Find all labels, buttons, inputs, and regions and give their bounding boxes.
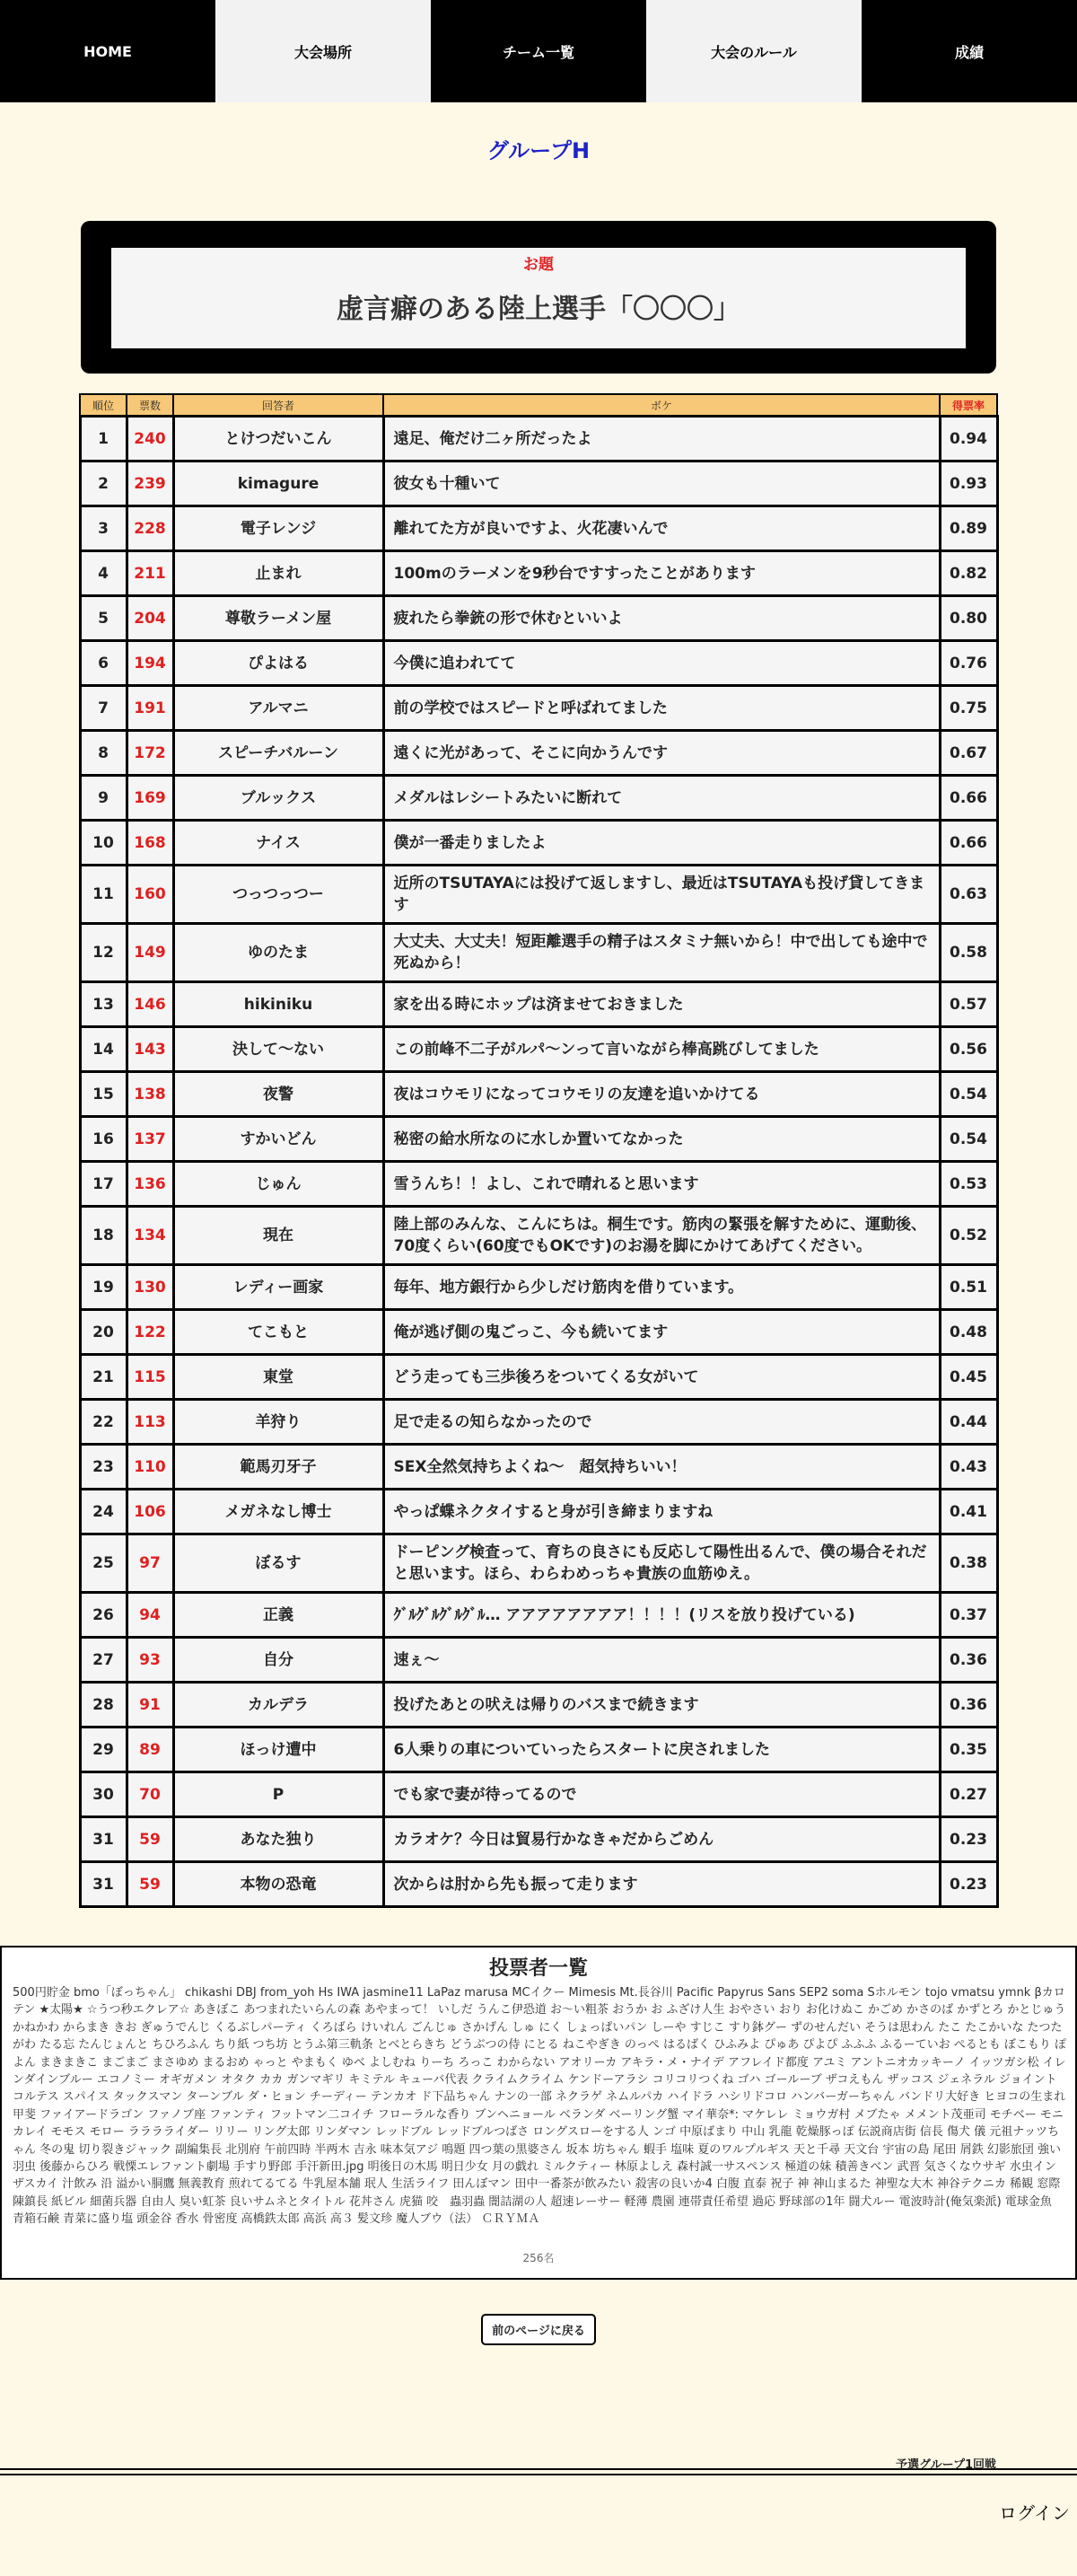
vote-rate-cell: 0.80 (940, 596, 997, 641)
votes-cell: 172 (127, 731, 173, 776)
votes-cell: 138 (127, 1072, 173, 1117)
respondent-cell: 電子レンジ (173, 506, 383, 551)
topic-label: お題 (523, 256, 554, 274)
login-link[interactable]: ログイン (999, 2502, 1070, 2524)
rank-cell: 11 (80, 866, 127, 924)
respondent-cell: 範馬刃牙子 (173, 1445, 383, 1490)
votes-cell: 191 (127, 686, 173, 731)
respondent-cell: とけつだいこん (173, 417, 383, 462)
vote-rate-cell: 0.66 (940, 821, 997, 866)
respondent-cell: すかいどん (173, 1117, 383, 1162)
rank-cell: 2 (80, 462, 127, 506)
votes-cell: 137 (127, 1117, 173, 1162)
rank-cell: 18 (80, 1207, 127, 1265)
rank-cell: 31 (80, 1817, 127, 1862)
vote-rate-cell: 0.36 (940, 1638, 997, 1683)
table-row (80, 462, 997, 506)
header-respondent: 回答者 (173, 394, 383, 417)
vote-rate-cell: 0.54 (940, 1117, 997, 1162)
respondent-cell: ナイス (173, 821, 383, 866)
table-row (80, 1817, 997, 1862)
votes-cell: 110 (127, 1445, 173, 1490)
vote-rate-cell: 0.57 (940, 982, 997, 1027)
votes-cell: 70 (127, 1772, 173, 1817)
rank-cell: 20 (80, 1310, 127, 1355)
table-row (80, 1207, 997, 1265)
rank-cell: 8 (80, 731, 127, 776)
table-row (80, 1728, 997, 1772)
boke-cell: ドーピング検査って、育ちの良さにも反応して陽性出るんで、僕の場合それだと思います。ほら、わらわめっちゃ貴族の血筋ゆえ。 (383, 1534, 940, 1593)
nav-home[interactable]: HOME (0, 0, 215, 102)
boke-cell: 6人乗りの車についていったらスタートに戻されました (383, 1728, 940, 1772)
voters-list: 500円貯金 bmo「ぼっちゃん」 chikashi DBJ from_yoh Hs IWA jasmine11 LaPaz marusa MCイクー Mimesis Mt.長谷川 Pacific Papyrus Sans SEP2 soma Sホルモン tojo vmatsu ymnk βカロテン ★太陽★ ☆うつ秒エクレア☆ あきぼこ あつまれたいらんの森 あやまって！ いしだ うんこ伊恐道 お〜い粗茶 おうか お ふざけ人生 おやさい おり お化けぬこ かごめ かさのば かずとろ かとじゅう かねかわ からまき きお ぎゅうでんじ くるぶしパーティ くろばら けいれん ごんじゅ さかげん しゅ にく しょっぱいパン しーや すじこ すり鉢グー ずのせんだい そうは思わん たこ たこかいな たつたがわ たる忘 たんじょんと ちひろふん ちり紙 つち坊 とうふ第三軌条 とべとらきち どうぶつの侍 にとる ねこやぎき のっぺ はるばく ひふみよ ぴゅあ ぴよぴ ふふふ ふるーていお ぺるとも ぼこもり ぽよん まきまきこ まごまご まさゆめ まるおめ ゃっと やまもく ゆべ よしむね りーち ろっこ わからない アオリーカ アキラ・メ・ナイデ アフレイド都度 アユミ アントニオカッキーノ イッツガシ松 イレンダインブルー エコノミー オギガメン オタク カカ ガンマギリ キミテル キューバ代表 クライムクライム ケンドーアラシ コリコリつくね ゴハ ゴールーブ ザコえもん ザッコス ジェネラル ジョイントコルテス スパイス タックスマン ターンブル ダ・ヒョン チーディー テンカオ ド下品ちゃん ナンの一部 ネクラゲ ネムルパカ ハイドラ ハシリドコロ ハンバーガーちゃん バンドリ大好き ヒヨコの生まれ甲斐 ファイアードラゴン ファノブ座 ファンティ フットマン二コイチ フローラルな香り ブンヘニョール ベランダ ベーリング蟹 マイ華奈*: マケレレ ミョウガ村 メブたゃ メメント茂亜司 モチベー モニカレイ モモス モロー ラララライダー リリー リング太郎 リンダマン レッドブル レッドブルつばさ ロングスローをする人 ンゴ 中原ばまり 中山 乳龍 乾燥豚っぽ 伝説商店街 信長 傷犬 儀 元祖ナッツちゃん 冬の鬼 切り裂きジャック 副編集長 北別府 午前四時 半两木 吉永 味本気アジ 鳴題 四つ葉の黒婆さん 坂本 坊ちゃん 蝦手 塩味 夏のワルプルギス 天と千尋 天文台 宇宙の島 尾田 屑鉄 幻影旅団 強い羽虫 後藤からひろ 戦慄エレファント劇場 手すり野郎 手汗新田.jpg 明後日の木馬 明日少女 月の戯れ ミルクティー 林原よしえ 森村誠一サスペンス 極道の妹 積善きべン 武晋 気さくなウサギ 水虫インザスカイ 汁飲み 沿 溢かい胴鷹 無義教育 煎れてるてる 牛乳屋本舗 珉人 生活ライフ 田んぼマン 田中一番茶が飲みたい 殺害の良いか4 白腹 直泰 祝子 神 神山まるた 神聖な大木 神谷テクニカ 稀観 窓際陳鎮長 紙ビル 細菌兵器 自由人 臭い虹茶 良いサムネとタイトル 花丼さん 虎猫 咬 蟲羽蟲 闇詰湖の人 超速レーサー 軽薄 農園 連帯責任希望 過応 野球部の1年 闘犬ルー 電波時計(俺気楽派) 電球金魚 青箱石鹸 青菜に盛り塩 頭金谷 香水 骨密度 高橋鉄太郎 高浜 高３ 髪文珍 魔人ブウ（法） ＣＲＹＭＡ (13, 1986, 1066, 2227)
boke-cell: この前峰不二子がルパ〜ンって言いながら棒高跳びしてました (383, 1027, 940, 1072)
votes-cell: 130 (127, 1265, 173, 1310)
rank-cell: 25 (80, 1534, 127, 1593)
votes-cell: 204 (127, 596, 173, 641)
respondent-cell: てこもと (173, 1310, 383, 1355)
votes-cell: 94 (127, 1593, 173, 1638)
rank-cell: 30 (80, 1772, 127, 1817)
vote-rate-cell: 0.45 (940, 1355, 997, 1400)
rank-cell: 6 (80, 641, 127, 686)
votes-cell: 169 (127, 776, 173, 821)
rank-cell: 27 (80, 1638, 127, 1683)
respondent-cell: 羊狩り (173, 1400, 383, 1445)
table-row (80, 641, 997, 686)
boke-cell: 家を出る時にホップは済ませておきました (383, 982, 940, 1027)
rank-cell: 1 (80, 417, 127, 462)
respondent-cell: 夜警 (173, 1072, 383, 1117)
votes-cell: 113 (127, 1400, 173, 1445)
vote-rate-cell: 0.66 (940, 776, 997, 821)
table-header-row (80, 394, 997, 417)
rank-cell: 21 (80, 1355, 127, 1400)
nav-results[interactable]: 成績 (862, 0, 1077, 102)
vote-rate-cell: 0.94 (940, 417, 997, 462)
rank-cell: 31 (80, 1862, 127, 1907)
table-row (80, 1355, 997, 1400)
vote-rate-cell: 0.23 (940, 1862, 997, 1907)
boke-cell: 100mのラーメンを9秒台ですすったことがあります (383, 551, 940, 596)
rank-cell: 7 (80, 686, 127, 731)
rank-cell: 9 (80, 776, 127, 821)
rank-cell: 15 (80, 1072, 127, 1117)
votes-cell: 136 (127, 1162, 173, 1207)
table-row (80, 1310, 997, 1355)
table-row (80, 1400, 997, 1445)
table-row (80, 686, 997, 731)
boke-cell: 前の学校ではスピードと呼ばれてました (383, 686, 940, 731)
boke-cell: 足で走るの知らなかったので (383, 1400, 940, 1445)
boke-cell: 毎年、地方銀行から少しだけ筋肉を借りています。 (383, 1265, 940, 1310)
votes-cell: 239 (127, 462, 173, 506)
respondent-cell: ゆのたま (173, 924, 383, 982)
table-row (80, 1072, 997, 1117)
vote-rate-cell: 0.54 (940, 1072, 997, 1117)
boke-cell: 今僕に追われてて (383, 641, 940, 686)
vote-rate-cell: 0.76 (940, 641, 997, 686)
votes-cell: 149 (127, 924, 173, 982)
vote-rate-cell: 0.43 (940, 1445, 997, 1490)
boke-cell: カラオケ？今日は貿易行かなきゃだからごめん (383, 1817, 940, 1862)
boke-cell: やっぱ蝶ネクタイすると身が引き締まりますね (383, 1490, 940, 1534)
votes-cell: 134 (127, 1207, 173, 1265)
rank-cell: 10 (80, 821, 127, 866)
rank-cell: 4 (80, 551, 127, 596)
top-nav (0, 0, 1077, 102)
votes-cell: 91 (127, 1683, 173, 1728)
vote-rate-cell: 0.58 (940, 924, 997, 982)
respondent-cell: 尊敬ラーメン屋 (173, 596, 383, 641)
table-row (80, 1593, 997, 1638)
respondent-cell: スピーチバルーン (173, 731, 383, 776)
boke-cell: 大丈夫、大丈夫！短距離選手の精子はスタミナ無いから！中で出しても途中で死ぬから！ (383, 924, 940, 982)
respondent-cell: 止まれ (173, 551, 383, 596)
rank-cell: 26 (80, 1593, 127, 1638)
respondent-cell: 自分 (173, 1638, 383, 1683)
topic-box (81, 221, 996, 374)
rank-cell: 23 (80, 1445, 127, 1490)
table-row (80, 866, 997, 924)
respondent-cell: カルデラ (173, 1683, 383, 1728)
vote-rate-cell: 0.38 (940, 1534, 997, 1593)
rank-cell: 28 (80, 1683, 127, 1728)
respondent-cell: hikiniku (173, 982, 383, 1027)
vote-rate-cell: 0.44 (940, 1400, 997, 1445)
vote-rate-cell: 0.35 (940, 1728, 997, 1772)
ranking-body (80, 417, 997, 1907)
vote-rate-cell: 0.27 (940, 1772, 997, 1817)
table-row (80, 1490, 997, 1534)
votes-cell: 143 (127, 1027, 173, 1072)
votes-cell: 194 (127, 641, 173, 686)
rank-cell: 14 (80, 1027, 127, 1072)
boke-cell: 秘密の給水所なのに水しか置いてなかった (383, 1117, 940, 1162)
ranking-table (79, 393, 999, 1908)
table-row (80, 731, 997, 776)
respondent-cell: あなた独り (173, 1817, 383, 1862)
boke-cell: 僕が一番走りましたよ (383, 821, 940, 866)
votes-cell: 97 (127, 1534, 173, 1593)
table-row (80, 1683, 997, 1728)
respondent-cell: ぴよはる (173, 641, 383, 686)
rank-cell: 5 (80, 596, 127, 641)
votes-cell: 89 (127, 1728, 173, 1772)
respondent-cell: ブルックス (173, 776, 383, 821)
voters-title: 投票者一覧 (488, 1957, 588, 1980)
vote-rate-cell: 0.23 (940, 1817, 997, 1862)
vote-rate-cell: 0.63 (940, 866, 997, 924)
nav-rules[interactable]: 大会のルール (646, 0, 862, 102)
vote-rate-cell: 0.48 (940, 1310, 997, 1355)
votes-cell: 106 (127, 1490, 173, 1534)
boke-cell: 俺が逃げ側の鬼ごっこ、今も続いてます (383, 1310, 940, 1355)
boke-cell: SEX全然気持ちよくね〜 超気持ちいい！ (383, 1445, 940, 1490)
boke-cell: どう走っても三歩後ろをついてくる女がいて (383, 1355, 940, 1400)
respondent-cell: メガネなし博士 (173, 1490, 383, 1534)
back-button[interactable]: 前のページに戻る (481, 2314, 596, 2345)
rank-cell: 19 (80, 1265, 127, 1310)
respondent-cell: ほっけ遭中 (173, 1728, 383, 1772)
table-row (80, 1772, 997, 1817)
nav-venue[interactable]: 大会場所 (215, 0, 431, 102)
respondent-cell: ぼるす (173, 1534, 383, 1593)
votes-cell: 228 (127, 506, 173, 551)
vote-rate-cell: 0.56 (940, 1027, 997, 1072)
table-row (80, 1534, 997, 1593)
topic-inner (111, 248, 966, 348)
rank-cell: 22 (80, 1400, 127, 1445)
back-wrap (0, 2314, 1077, 2345)
respondent-cell: 正義 (173, 1593, 383, 1638)
voters-count: 256名 (522, 2252, 555, 2264)
table-row (80, 1162, 997, 1207)
table-row (80, 506, 997, 551)
table-row (80, 1265, 997, 1310)
boke-cell: 離れてた方が良いですよ、火花凄いんで (383, 506, 940, 551)
boke-cell: 次からは肘から先も振って走ります (383, 1862, 940, 1907)
vote-rate-cell: 0.67 (940, 731, 997, 776)
boke-cell: 投げたあとの吠えは帰りのバスまで続きます (383, 1683, 940, 1728)
vote-rate-cell: 0.89 (940, 506, 997, 551)
boke-cell: 彼女も十種いて (383, 462, 940, 506)
votes-cell: 93 (127, 1638, 173, 1683)
respondent-cell: アルマニ (173, 686, 383, 731)
table-row (80, 1445, 997, 1490)
topic-text: 虚言癖のある陸上選手「〇〇〇」 (337, 294, 740, 325)
rank-cell: 17 (80, 1162, 127, 1207)
boke-cell: でも家で妻が待ってるので (383, 1772, 940, 1817)
rank-cell: 13 (80, 982, 127, 1027)
respondent-cell: じゅん (173, 1162, 383, 1207)
nav-teams[interactable]: チーム一覧 (431, 0, 646, 102)
respondent-cell: 本物の恐竜 (173, 1862, 383, 1907)
table-row (80, 1862, 997, 1907)
vote-rate-cell: 0.36 (940, 1683, 997, 1728)
header-vote-rate: 得票率 (940, 394, 997, 417)
boke-cell: ｸﾞﾙｸﾞﾙｸﾞﾙｸﾞﾙ… アアアアアアアア！！！！(リスを放り投げている) (383, 1593, 940, 1638)
round-label: 予選グループ1回戦 (895, 2458, 996, 2472)
table-row (80, 821, 997, 866)
table-row (80, 417, 997, 462)
vote-rate-cell: 0.93 (940, 462, 997, 506)
group-title: グループH (486, 138, 591, 163)
table-row (80, 551, 997, 596)
vote-rate-cell: 0.52 (940, 1207, 997, 1265)
vote-rate-cell: 0.37 (940, 1593, 997, 1638)
table-row (80, 1027, 997, 1072)
boke-cell: 速ぇ〜 (383, 1638, 940, 1683)
respondent-cell: レディー画家 (173, 1265, 383, 1310)
table-row (80, 1117, 997, 1162)
table-row (80, 596, 997, 641)
boke-cell: 遠足、俺だけ二ヶ所だったよ (383, 417, 940, 462)
boke-cell: 雪うんち！！よし、これで晴れると思います (383, 1162, 940, 1207)
rank-cell: 3 (80, 506, 127, 551)
votes-cell: 59 (127, 1817, 173, 1862)
votes-cell: 146 (127, 982, 173, 1027)
boke-cell: 近所のTSUTAYAには投げて返しますし、最近はTSUTAYAも投げ貸してきます (383, 866, 940, 924)
respondent-cell: つっつっつー (173, 866, 383, 924)
table-row (80, 924, 997, 982)
respondent-cell: 決して〜ない (173, 1027, 383, 1072)
vote-rate-cell: 0.53 (940, 1162, 997, 1207)
votes-cell: 122 (127, 1310, 173, 1355)
respondent-cell: P (173, 1772, 383, 1817)
boke-cell: 疲れたら拳銃の形で休むといいよ (383, 596, 940, 641)
respondent-cell: kimagure (173, 462, 383, 506)
votes-cell: 59 (127, 1862, 173, 1907)
vote-rate-cell: 0.41 (940, 1490, 997, 1534)
votes-cell: 115 (127, 1355, 173, 1400)
rank-cell: 12 (80, 924, 127, 982)
rank-cell: 29 (80, 1728, 127, 1772)
header-rank: 順位 (80, 394, 127, 417)
boke-cell: 遠くに光があって、そこに向かうんです (383, 731, 940, 776)
vote-rate-cell: 0.82 (940, 551, 997, 596)
table-row (80, 776, 997, 821)
boke-cell: メダルはレシートみたいに断れて (383, 776, 940, 821)
respondent-cell: 現在 (173, 1207, 383, 1265)
table-row (80, 982, 997, 1027)
vote-rate-cell: 0.75 (940, 686, 997, 731)
votes-cell: 240 (127, 417, 173, 462)
respondent-cell: 東堂 (173, 1355, 383, 1400)
votes-cell: 211 (127, 551, 173, 596)
table-row (80, 1638, 997, 1683)
boke-cell: 陸上部のみんな、こんにちは。桐生です。筋肉の緊張を解すために、運動後、70度くらい(60度でもOKです)のお湯を脚にかけてあげてください。 (383, 1207, 940, 1265)
rank-cell: 24 (80, 1490, 127, 1534)
header-votes: 票数 (127, 394, 173, 417)
voters-panel (0, 1946, 1077, 2280)
vote-rate-cell: 0.51 (940, 1265, 997, 1310)
votes-cell: 160 (127, 866, 173, 924)
header-boke: ボケ (383, 394, 940, 417)
rank-cell: 16 (80, 1117, 127, 1162)
footer-divider-2 (0, 2474, 1077, 2475)
votes-cell: 168 (127, 821, 173, 866)
boke-cell: 夜はコウモリになってコウモリの友達を追いかけてる (383, 1072, 940, 1117)
